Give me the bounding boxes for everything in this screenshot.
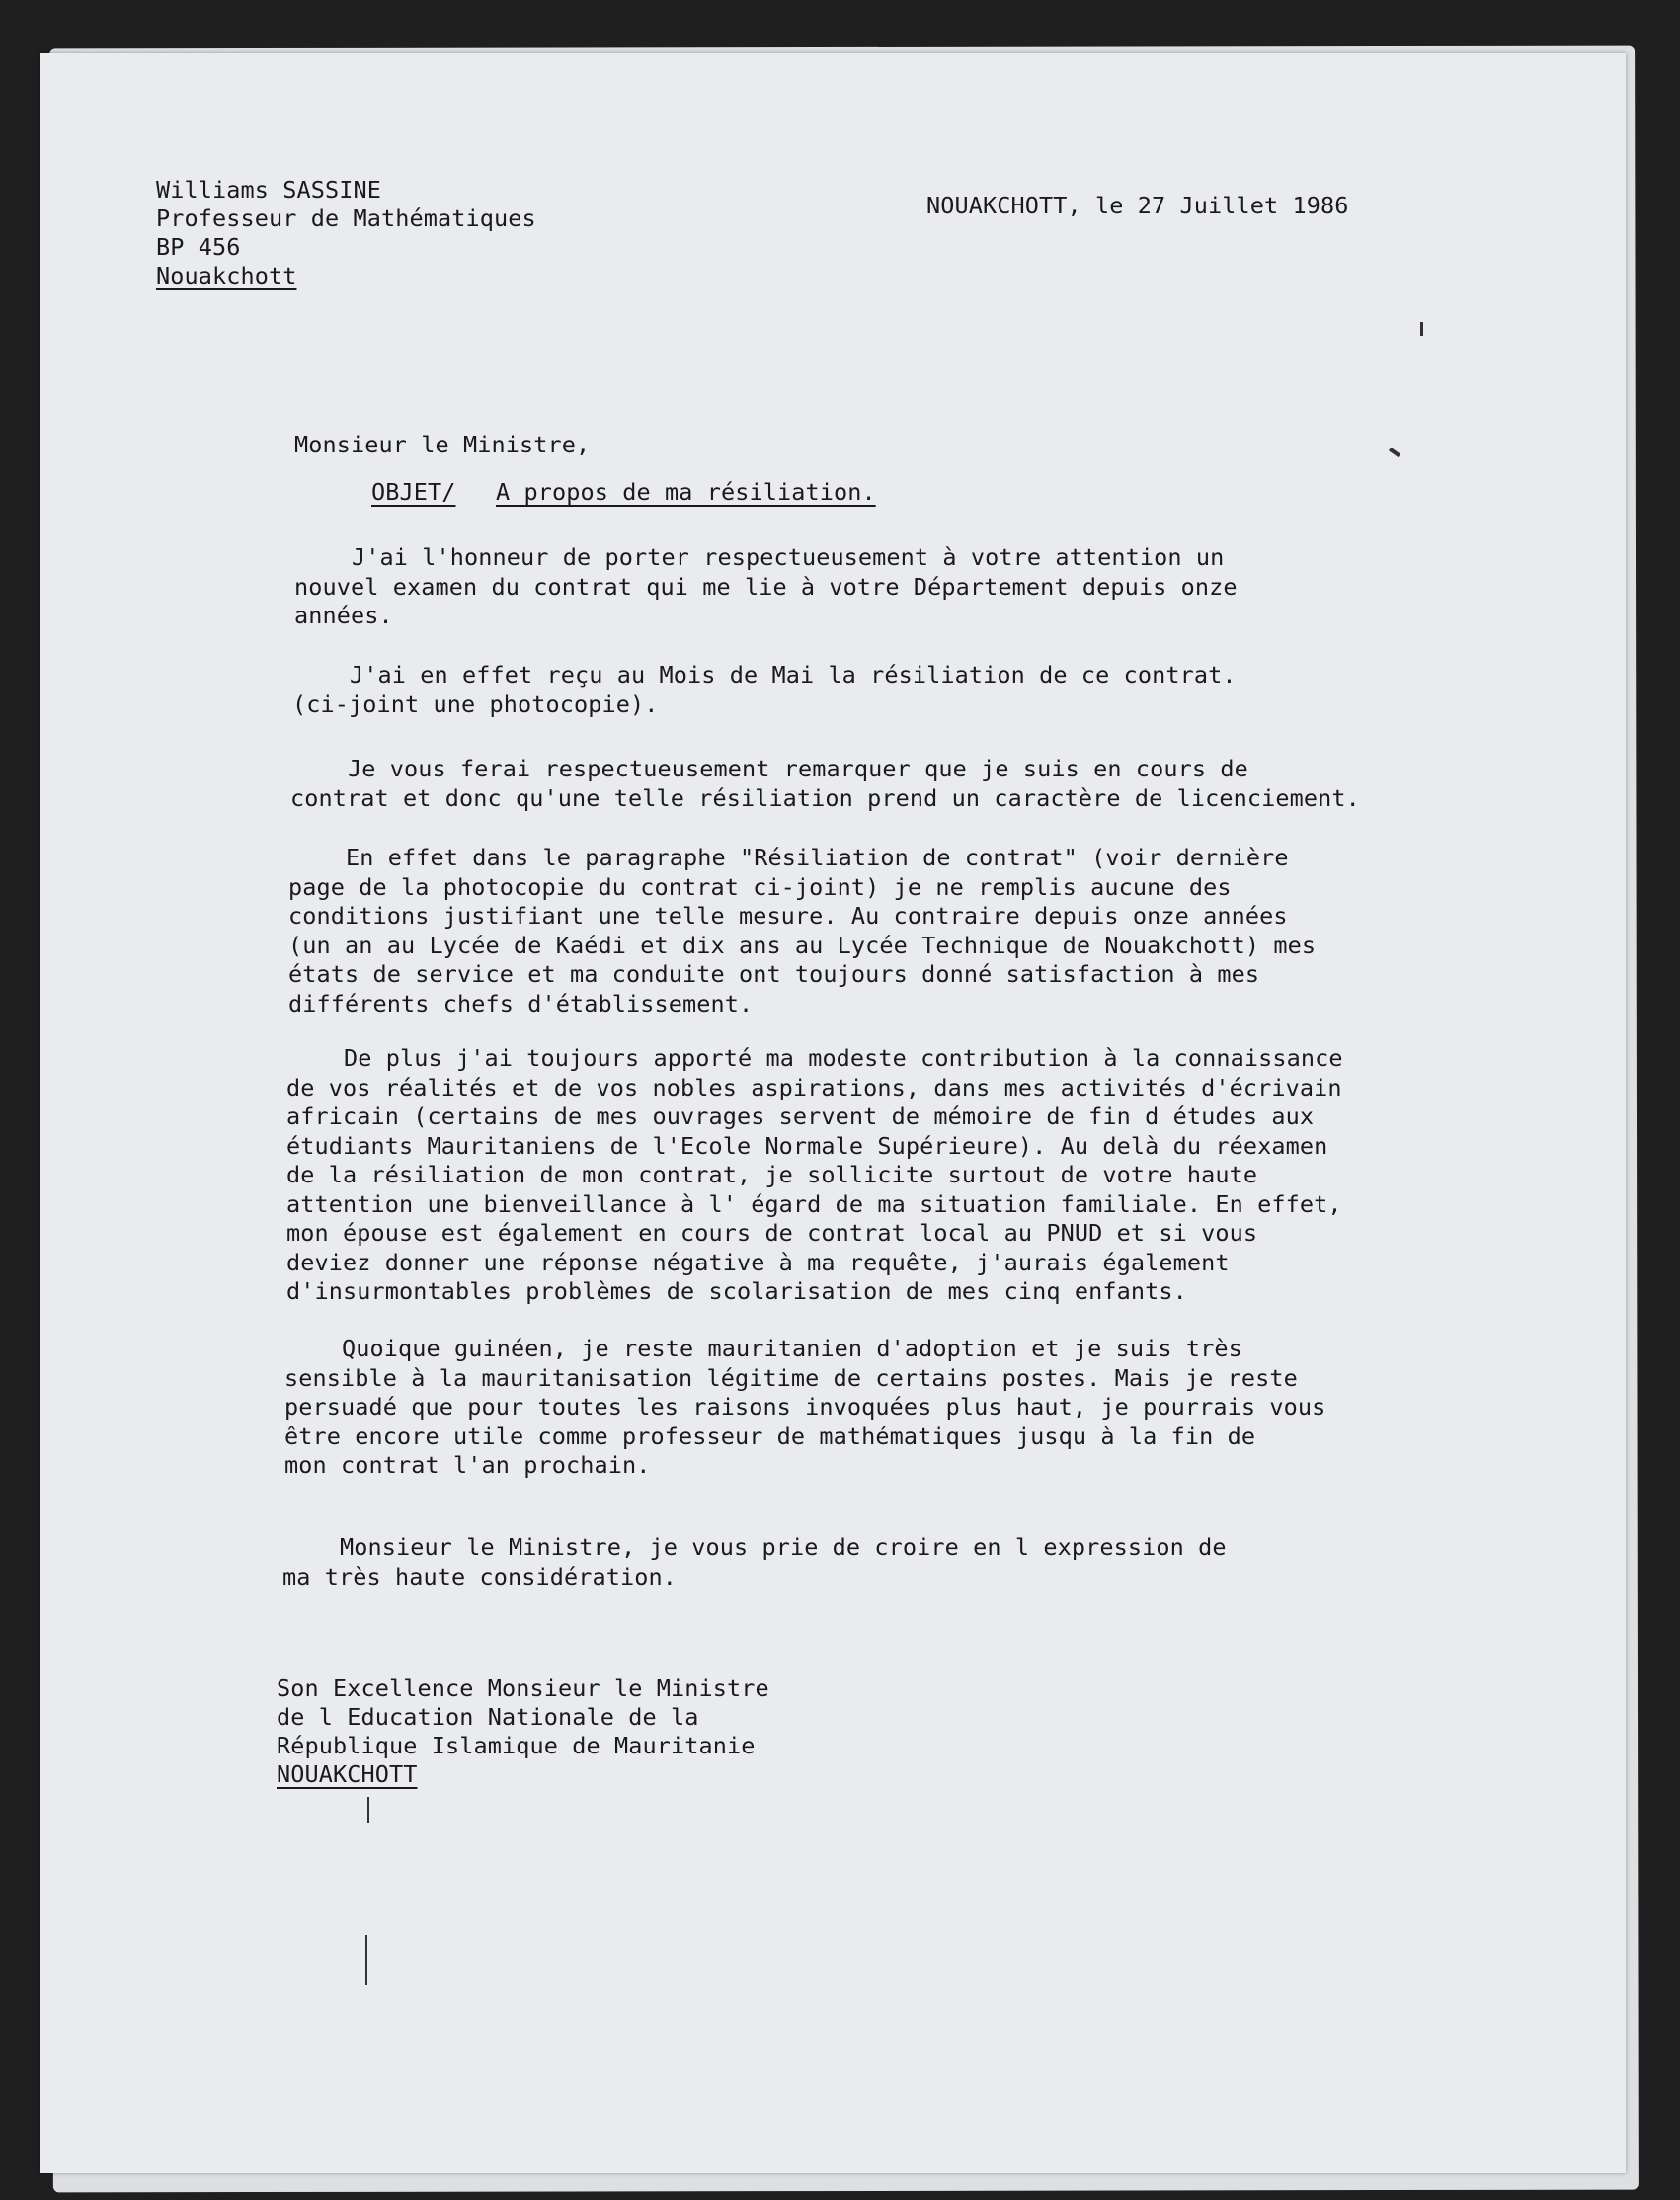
paragraph-line: différents chefs d'établissement. xyxy=(288,989,754,1018)
paragraph-line: mon épouse est également en cours de contrat local au PNUD et si vous xyxy=(286,1219,1258,1247)
sender-city: Nouakchott xyxy=(156,262,297,289)
paragraph-line: étudiants Mauritaniens de l'Ecole Normale Supérieure). Au delà du réexamen xyxy=(286,1131,1328,1160)
paragraph-line: nouvel examen du contrat qui me lie à votre Département depuis onze xyxy=(294,572,1238,601)
paragraph-line: de vos réalités et de vos nobles aspirations, dans mes activités d'écrivain xyxy=(286,1073,1342,1101)
paragraph-line: J'ai l'honneur de porter respectueusement à votre attention un xyxy=(352,543,1225,571)
salutation: Monsieur le Ministre, xyxy=(294,431,591,458)
subject-text: A propos de ma résiliation. xyxy=(496,478,876,506)
stray-mark xyxy=(1420,322,1423,336)
recipient-city: NOUAKCHOTT xyxy=(277,1760,418,1788)
sender-title: Professeur de Mathématiques xyxy=(156,204,536,232)
paragraph-line: de la résiliation de mon contrat, je sollicite surtout de votre haute xyxy=(286,1161,1258,1188)
stray-mark xyxy=(365,1935,367,1985)
paragraph-line: Je vous ferai respectueusement remarquer que je suis en cours de xyxy=(348,755,1248,782)
recipient-line-1: Son Excellence Monsieur le Ministre xyxy=(277,1674,769,1702)
paragraph-line: ma très haute considération. xyxy=(282,1562,677,1590)
place-date: NOUAKCHOTT, le 27 Juillet 1986 xyxy=(926,192,1349,219)
paragraph-line: états de service et ma conduite ont toujours donné satisfaction à mes xyxy=(288,960,1260,988)
paragraph-line: page de la photocopie du contrat ci-joint) je ne remplis aucune des xyxy=(288,872,1232,901)
paragraph-line: Monsieur le Ministre, je vous prie de croire en l expression de xyxy=(340,1533,1227,1561)
paragraph-line: persuadé que pour toutes les raisons invoquées plus haut, je pourrais vous xyxy=(284,1393,1326,1421)
paragraph-line: En effet dans le paragraphe "Résiliation de contrat" (voir dernière xyxy=(346,844,1289,871)
paragraph-line: mon contrat l'an prochain. xyxy=(284,1451,651,1479)
paragraph-line: attention une bienveillance à l' égard de ma situation familiale. En effet, xyxy=(286,1189,1342,1218)
paragraph-line: deviez donner une réponse négative à ma requête, j'aurais également xyxy=(286,1248,1230,1276)
stray-mark xyxy=(1389,448,1400,457)
recipient-line-3: République Islamique de Mauritanie xyxy=(277,1732,756,1759)
paragraph-line: sensible à la mauritanisation légitime de certains postes. Mais je reste xyxy=(284,1363,1298,1392)
paragraph-line: contrat et donc qu'une telle résiliation prend un caractère de licenciement. xyxy=(290,783,1360,812)
paragraph-line: (ci-joint une photocopie). xyxy=(292,690,659,718)
paragraph-line: années. xyxy=(294,602,393,629)
sender-name: Williams SASSINE xyxy=(156,176,381,204)
subject-label: OBJET/ xyxy=(371,478,456,506)
sender-box: BP 456 xyxy=(156,233,241,261)
paragraph-line: (un an au Lycée de Kaédi et dix ans au Lycée Technique de Nouakchott) mes xyxy=(288,931,1317,959)
letter-page xyxy=(40,53,1626,2173)
paragraph-line: Quoique guinéen, je reste mauritanien d'adoption et je suis très xyxy=(342,1335,1242,1362)
stray-mark xyxy=(367,1797,369,1823)
paragraph-line: africain (certains de mes ouvrages servent de mémoire de fin d études aux xyxy=(286,1102,1315,1130)
paragraph-line: J'ai en effet reçu au Mois de Mai la résiliation de ce contrat. xyxy=(350,661,1237,689)
paragraph-line: De plus j'ai toujours apporté ma modeste contribution à la connaissance xyxy=(344,1044,1343,1072)
paragraph-line: d'insurmontables problèmes de scolarisation de mes cinq enfants. xyxy=(286,1277,1187,1305)
paragraph-line: être encore utile comme professeur de mathématiques jusqu à la fin de xyxy=(284,1422,1256,1450)
paragraph-line: conditions justifiant une telle mesure. Au contraire depuis onze années xyxy=(288,902,1288,930)
recipient-line-2: de l Education Nationale de la xyxy=(277,1703,699,1731)
